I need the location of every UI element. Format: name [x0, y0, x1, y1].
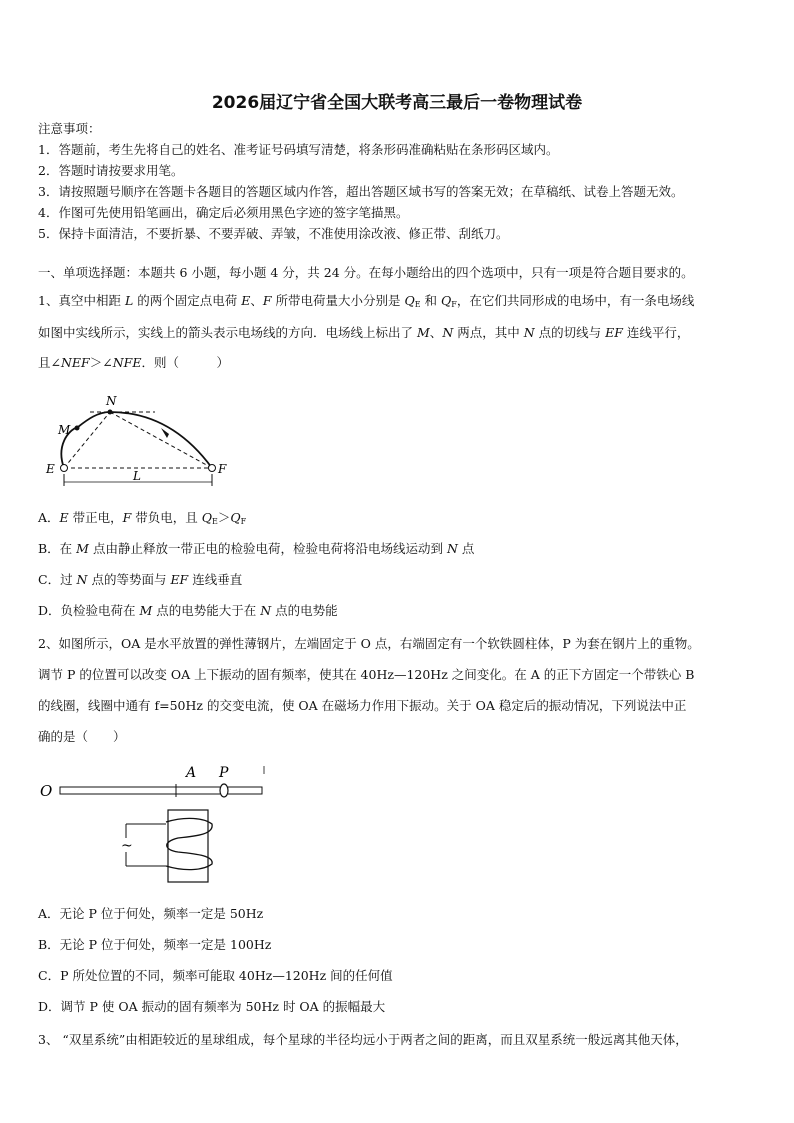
q1-line-1: 1、真空中相距 L 的两个固定点电荷 E、F 所带电荷量大小分别是 $Q_E$ 和 $Q_F$，在它们共同形成的电场中，有一条电场线	[38, 293, 695, 309]
notice-item-5: 5．保持卡面清洁，不要折暴、不要弄破、弄皱，不准使用涂改液、修正带、刮纸刀。	[38, 226, 509, 241]
field-direction-arrow	[161, 428, 169, 438]
section-heading: 一、单项选择题：本题共 6 小题，每小题 4 分，共 24 分。在每小题给出的四个选项中，只有一项是符合题目要求的。	[38, 265, 694, 280]
q2-line-4: 确的是（ ）	[38, 729, 126, 744]
q2-line-1: 2、如图所示，OA 是水平放置的弹性薄钢片，左端固定于 O 点，右端固定有一个软铁圆柱体，P 为套在钢片上的重物。	[38, 636, 700, 651]
q2-option-d: D．调节 P 使 OA 振动的固有频率为 50Hz 时 OA 的振幅最大	[38, 999, 386, 1014]
q2-option-c: C．P 所处位置的不同，频率可能取 40Hz—120Hz 间的任何值	[38, 968, 393, 983]
q2-line-2: 调节 P 的位置可以改变 OA 上下振动的固有频率，使其在 40Hz—120Hz 之间变化。在 A 的正下方固定一个带铁心 B	[38, 667, 695, 682]
q2-line-3: 的线圈，线圈中通有 f=50Hz 的交变电流，使 OA 在磁场力作用下振动。关于 OA 稳定后的振动情况，下列说法中正	[38, 698, 687, 713]
charge-e	[61, 465, 68, 472]
label-a: A	[186, 765, 197, 781]
q3-line-1: 3、 “双星系统”由相距较近的星球组成，每个星球的半径均远小于两者之间的距离，而且双星系统一般远离其他天体，	[38, 1032, 688, 1047]
q1-option-a: A．E 带正电，F 带负电，且 $Q_E>Q_F$	[38, 510, 247, 526]
q2-option-b: B．无论 P 位于何处，频率一定是 100Hz	[38, 937, 272, 952]
iron-core	[168, 810, 208, 882]
notice-item-3: 3．请按照题号顺序在答题卡各题目的答题区域内作答，超出答题区域书写的答案无效；在草稿纸、试卷上答题无效。	[38, 184, 684, 199]
q1-option-b: B．在 M 点由静止释放一带正电的检验电荷，检验电荷将沿电场线运动到 N 点	[38, 541, 475, 556]
q1-line-3: 且∠NEF＞∠NFE．则（ ）	[38, 355, 229, 370]
notice-heading: 注意事项：	[38, 121, 101, 136]
q1-line-2: 如图中实线所示，实线上的箭头表示电场线的方向．电场线上标出了 M、N 两点，其中 N 点的切线与 EF 连线平行，	[38, 325, 690, 340]
q1-electric-field-figure	[40, 390, 240, 490]
q2-option-a: A．无论 P 位于何处，频率一定是 50Hz	[38, 906, 264, 921]
label-m: M	[58, 423, 71, 437]
label-p: P	[219, 765, 229, 781]
exam-title: 2026届辽宁省全国大联考高三最后一卷物理试卷	[211, 93, 583, 113]
notice-item-2: 2．答题时请按要求用笔。	[38, 163, 184, 178]
notice-item-4: 4．作图可先使用铅笔画出，确定后必须用黑色字迹的签字笔描黑。	[38, 205, 409, 220]
label-f: F	[218, 462, 227, 476]
point-m	[75, 426, 80, 431]
steel-reed	[60, 787, 262, 794]
label-n: N	[106, 394, 117, 408]
charge-f	[209, 465, 216, 472]
label-l: L	[133, 469, 141, 483]
point-n	[108, 410, 113, 415]
label-e: E	[46, 462, 55, 476]
field-line	[61, 412, 212, 468]
label-o: O	[40, 782, 53, 800]
q1-option-c: C．过 N 点的等势面与 EF 连线垂直	[38, 572, 243, 587]
notice-item-1: 1．答题前，考生先将自己的姓名、准考证号码填写清楚，将条形码准确粘贴在条形码区域内。	[38, 142, 559, 157]
q1-option-d: D．负检验电荷在 M 点的电势能大于在 N 点的电势能	[38, 603, 338, 618]
ac-source-symbol: ~	[121, 838, 133, 854]
weight-p	[220, 784, 228, 797]
q2-vibrating-reed-figure	[38, 762, 273, 892]
